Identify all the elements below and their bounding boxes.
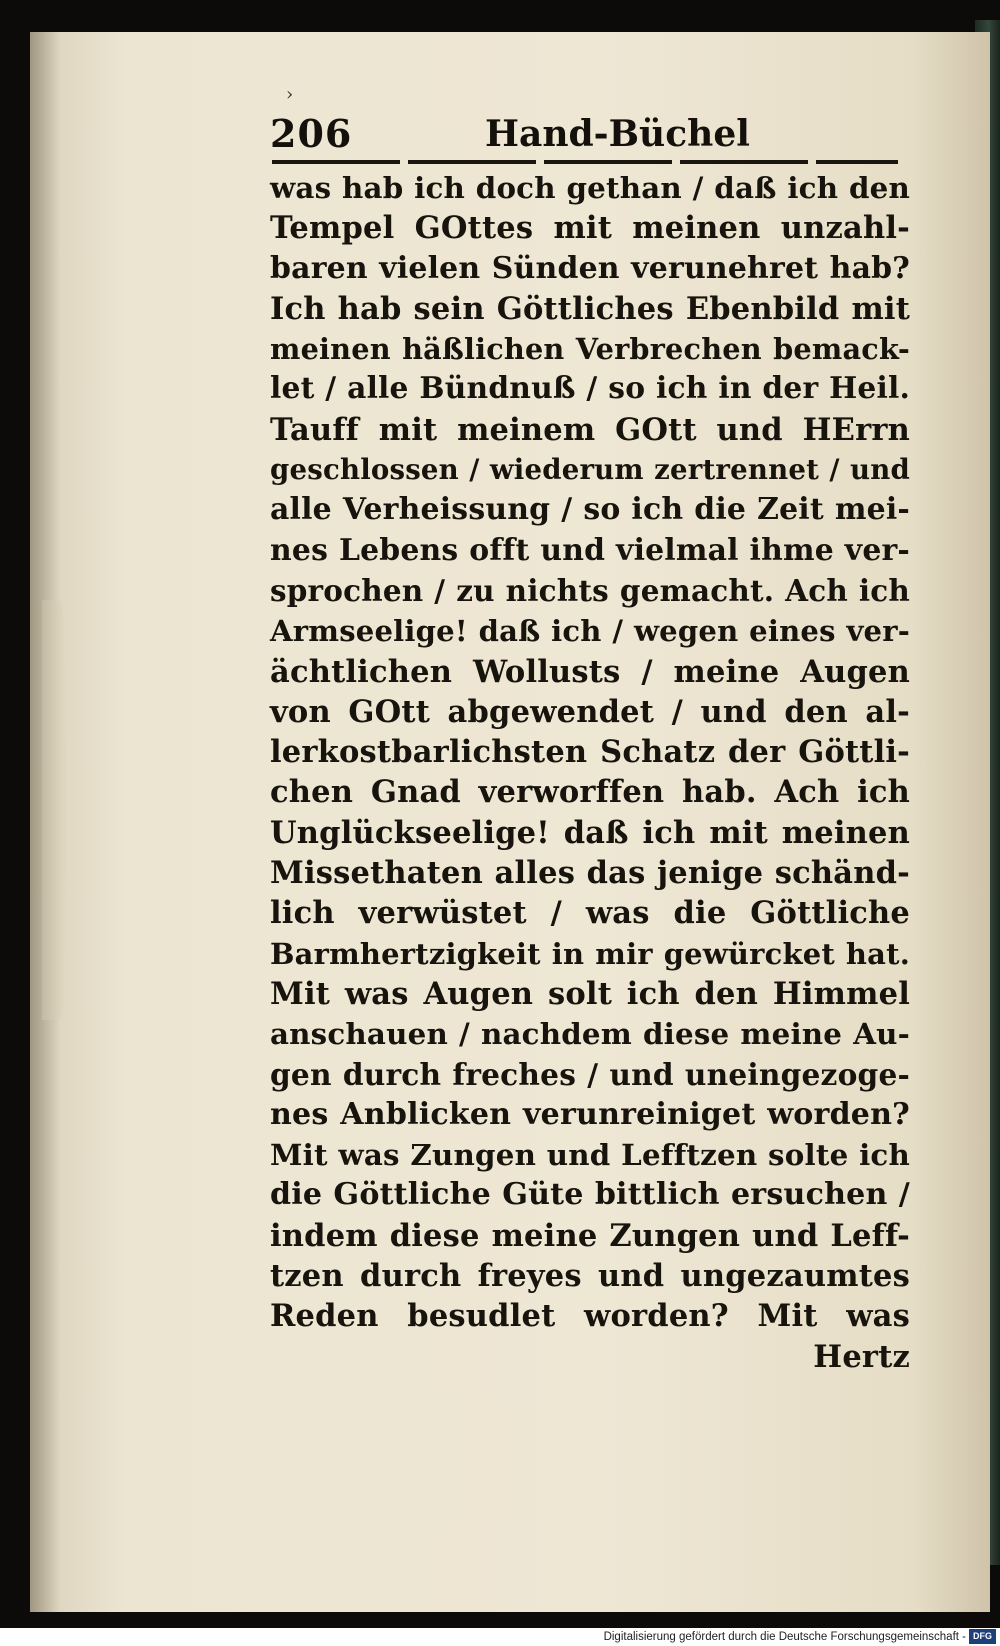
text-line: tzen durch freyes und ungezaumtes [270,1258,910,1295]
text-line: anschauen / nachdem diese meine Au- [270,1016,910,1052]
running-title: Hand-Büchel [485,113,750,155]
text-line: chen Gnad verworffen hab. Ach ich [270,774,910,811]
text-line: geschlossen / wiederum zertrennet / und [270,453,910,487]
text-line: Tempel GOttes mit meinen unzahl- [270,210,910,247]
text-line: meinen häßlichen Verbrechen bemack- [270,332,910,367]
text-line: was hab ich doch gethan / daß ich den [270,170,910,205]
text-line: Tauff mit meinem GOtt und HErrn [270,411,910,448]
text-line: Mit was Augen solt ich den Himmel [270,975,910,1012]
funding-credit: Digitalisierung gefördert durch die Deutsche Forschungsgemeinschaft - [603,1631,966,1643]
text-line: lich verwüstet / was die Göttliche [270,895,910,932]
page-fold [42,600,70,1020]
text-line: nes Lebens offt und vielmal ihme ver- [270,532,910,568]
text-line: Ich hab sein Göttliches Ebenbild mit [270,290,910,327]
dfg-logo: DFG [969,1629,996,1644]
text-line: indem diese meine Zungen und Leff- [270,1217,910,1254]
text-line: die Göttliche Güte bittlich ersuchen / [270,1177,910,1213]
text-line: gen durch freches / und uneingezoge- [270,1056,910,1092]
text-line: let / alle Bündnuß / so ich in der Heil. [270,371,910,407]
catchword: Hertz [813,1338,910,1375]
body-text [270,168,910,1377]
text-line: baren vielen Sünden verunehret hab? [270,250,910,286]
text-line: nes Anblicken verunreiniget worden? [270,1096,910,1132]
running-head [270,110,900,158]
printer-mark: › [286,84,294,105]
text-line: von GOtt abgewendet / und den al- [270,693,910,730]
text-line: Mit was Zungen und Lefftzen solte ich [270,1137,910,1173]
text-line: ächtlichen Wollusts / meine Augen [270,653,910,690]
text-line: Barmhertzigkeit in mir gewürcket hat. [270,936,910,971]
header-rule [272,160,898,164]
text-line: lerkostbarlichsten Schatz der Göttli- [270,734,910,771]
page-number: 206 [270,111,353,156]
text-line: Unglückseelige! daß ich mit meinen [270,814,910,851]
text-line: sprochen / zu nichts gemacht. Ach ich [270,572,910,608]
text-line: Reden besudlet worden? Mit was [270,1298,910,1335]
text-line: Missethaten alles das jenige schänd- [270,855,910,892]
text-line: Armseelige! daß ich / wegen eines ver- [270,614,910,649]
text-line: alle Verheissung / so ich die Zeit mei- [270,492,910,528]
